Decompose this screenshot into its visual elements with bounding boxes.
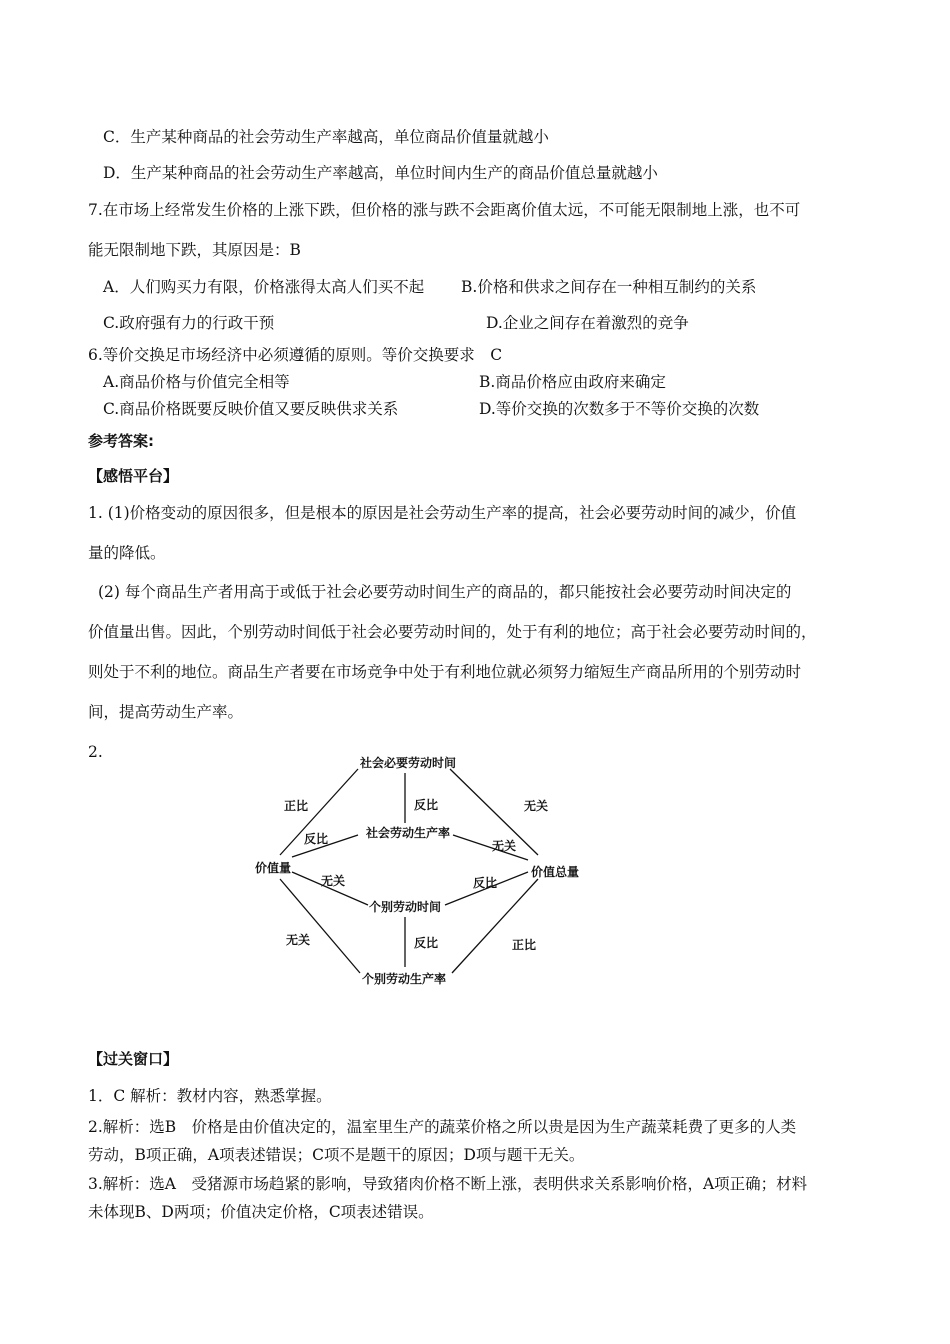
- answer-b2-line1: 2.解析：选B 价格是由价值决定的，温室里生产的蔬菜价格之所以贵是因为生产蔬菜耗费了更多的人类: [88, 1118, 797, 1136]
- answer-b2-line2: 劳动，B项正确，A项表述错误；C项不是题干的原因；D项与题干无关。: [88, 1146, 585, 1164]
- q6-option-d: D．生产某种商品的社会劳动生产率越高，单位时间内生产的商品价值总量就越小: [103, 164, 658, 182]
- node-mid-upper: 社会劳动生产率: [365, 826, 451, 840]
- section-heading-ganwu: 【感悟平台】: [88, 467, 179, 485]
- q7-option-a: A．人们购买力有限，价格涨得太高人们买不起: [103, 278, 425, 296]
- label-left-midupper: 反比: [303, 832, 329, 846]
- answer-b1: 1．C 解析：教材内容，熟悉掌握。: [88, 1087, 332, 1105]
- q7-stem-line2: 能无限制地下跌，其原因是：B: [88, 241, 301, 259]
- node-top: 社会必要劳动时间: [359, 756, 457, 770]
- q6-option-c: C．生产某种商品的社会劳动生产率越高，单位商品价值量就越小: [103, 128, 549, 146]
- edge-bottom-left: [280, 879, 360, 973]
- node-right: 价值总量: [530, 865, 580, 879]
- label-bottom-left: 无关: [285, 933, 311, 947]
- edge-bottom-right: [452, 879, 538, 973]
- section-heading-guoguan: 【过关窗口】: [88, 1050, 179, 1068]
- node-mid-lower: 个别劳动时间: [368, 900, 442, 914]
- q7-option-c: C.政府强有力的行政干预: [103, 314, 275, 332]
- node-left: 价值量: [254, 861, 292, 875]
- node-bottom: 个别劳动生产率: [361, 972, 447, 986]
- q6b-option-b: B.商品价格应由政府来确定: [479, 373, 666, 391]
- label-top-mid: 反比: [413, 798, 439, 812]
- answer-1-line5: 则处于不利的地位。商品生产者要在市场竞争中处于有利地位就必须努力缩短生产商品所用的个别劳动时: [88, 663, 802, 681]
- edge-midupper-right: [453, 835, 528, 860]
- answer-1-line4: 价值量出售。因此，个别劳动时间低于社会必要劳动时间的，处于有利的地位；高于社会必要劳动时间的，: [88, 623, 817, 641]
- answer-1-line2: 量的降低。: [88, 544, 166, 562]
- q6b-stem: 6.等价交换足市场经济中必须遵循的原则。等价交换要求 C: [88, 346, 503, 364]
- q7-option-b: B.价格和供求之间存在一种相互制约的关系: [461, 278, 757, 296]
- q7-option-d: D.企业之间存在着激烈的竞争: [486, 314, 689, 332]
- relationship-diagram: [240, 745, 600, 995]
- answer-1-line3: (2) 每个商品生产者用高于或低于社会必要劳动时间生产的商品的，都只能按社会必要劳动时间决定的: [98, 583, 792, 601]
- label-lower-mid: 反比: [413, 936, 439, 950]
- answer-1-line1: 1. (1)价格变动的原因很多，但是根本的原因是社会劳动生产率的提高，社会必要劳动时间的减少，价值: [88, 504, 797, 522]
- label-bottom-right: 正比: [511, 938, 537, 952]
- answer-1-line6: 间，提高劳动生产率。: [88, 703, 244, 721]
- answer-b3-line2: 未体现B、D两项；价值决定价格，C项表述错误。: [88, 1203, 434, 1221]
- q7-stem-line1: 7.在市场上经常发生价格的上涨下跌，但价格的涨与跌不会距离价值太远，不可能无限制地上涨，也不可: [88, 201, 801, 219]
- answer-b3-line1: 3.解析：选A 受猪源市场趋紧的影响，导致猪肉价格不断上涨，表明供求关系影响价格，A项正确；材料: [88, 1175, 808, 1193]
- label-left-midlower: 无关: [320, 874, 346, 888]
- label-midupper-right: 无关: [491, 839, 517, 853]
- answers-heading: 参考答案:: [88, 432, 154, 450]
- q6b-option-a: A.商品价格与价值完全相等: [103, 373, 290, 391]
- q6b-option-c: C.商品价格既要反映价值又要反映供求关系: [103, 400, 399, 418]
- q6b-option-d: D.等价交换的次数多于不等价交换的次数: [479, 400, 760, 418]
- label-midlower-right: 反比: [472, 876, 498, 890]
- label-top-left: 正比: [283, 799, 309, 813]
- label-top-right: 无关: [523, 799, 549, 813]
- answer-2-number: 2.: [88, 743, 103, 761]
